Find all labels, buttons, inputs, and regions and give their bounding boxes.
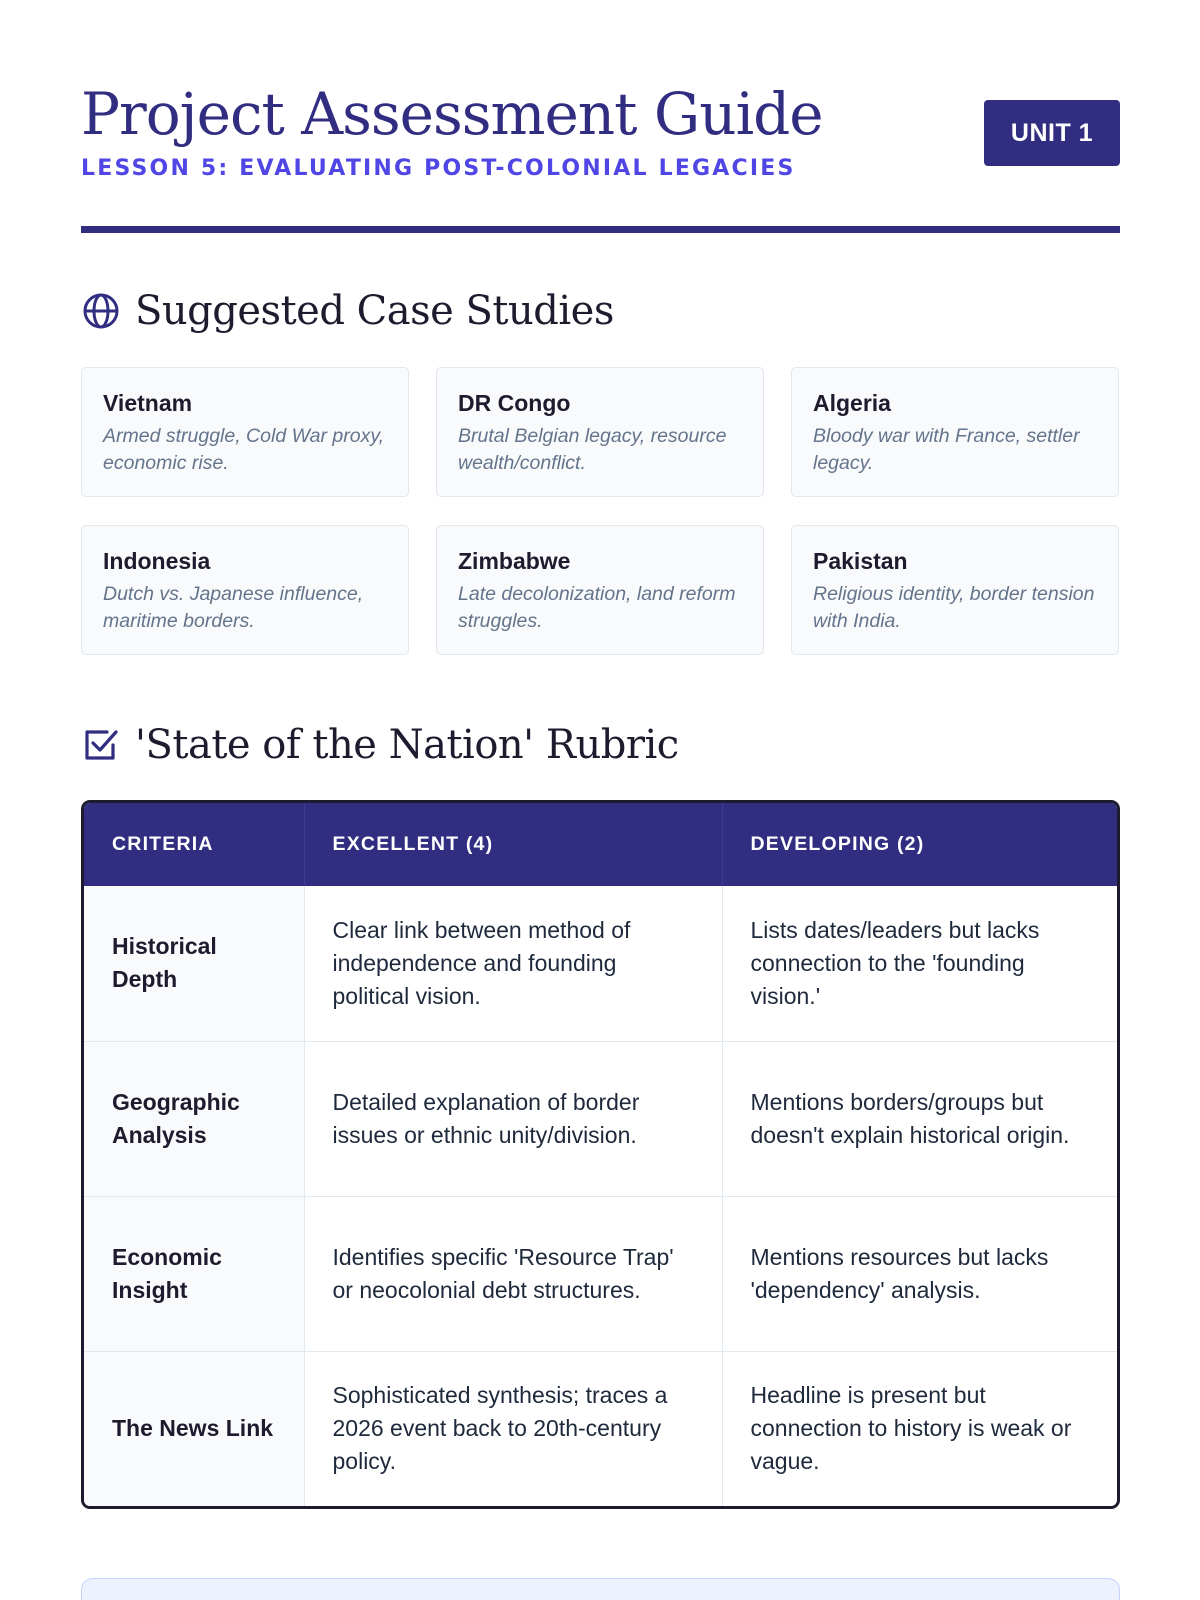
case-study-grid: [81, 367, 1120, 655]
case-study-card-dr-congo: [436, 367, 764, 497]
case-study-description: Bloody war with France, settler legacy.: [813, 425, 1080, 474]
bottom-callout-box: [81, 1578, 1120, 1600]
case-study-card-algeria: [791, 367, 1119, 497]
developing-cell: Lists dates/leaders but lacks connection to the 'founding vision.': [750, 916, 1040, 1009]
case-study-name: Pakistan: [813, 548, 908, 574]
case-study-card-vietnam: [81, 367, 409, 497]
criteria-cell: Economic Insight: [84, 1196, 304, 1351]
case-studies-title: Suggested Case Studies: [135, 288, 614, 334]
table-row: [84, 1351, 1117, 1506]
checkbox-icon: [81, 725, 121, 765]
case-study-name: Zimbabwe: [458, 548, 571, 574]
case-study-description: Religious identity, border tension with India.: [813, 583, 1095, 632]
table-row: [84, 1041, 1117, 1196]
excellent-cell: Detailed explanation of border issues or ethnic unity/division.: [304, 1041, 722, 1196]
case-study-description: Dutch vs. Japanese influence, maritime borders.: [103, 583, 364, 632]
case-studies-heading: [81, 288, 614, 334]
developing-cell: Mentions borders/groups but doesn't explain historical origin.: [722, 1041, 1117, 1196]
excellent-cell: Identifies specific 'Resource Trap' or neocolonial debt structures.: [304, 1196, 722, 1351]
assessment-guide-page: [81, 0, 1120, 1475]
rubric-title: 'State of the Nation' Rubric: [135, 722, 679, 768]
column-header-developing: DEVELOPING (2): [722, 803, 1117, 886]
header-divider: [81, 226, 1120, 233]
column-header-excellent: EXCELLENT (4): [304, 803, 722, 886]
case-study-card-indonesia: [81, 525, 409, 655]
globe-icon: [81, 291, 121, 331]
table-row: [84, 886, 1117, 1041]
rubric-table: [81, 800, 1120, 1509]
case-study-name: DR Congo: [458, 390, 571, 416]
case-study-name: Indonesia: [103, 548, 211, 574]
case-study-card-pakistan: [791, 525, 1119, 655]
case-study-description: Brutal Belgian legacy, resource wealth/conflict.: [458, 425, 727, 474]
rubric-header-row: [84, 803, 1117, 886]
case-study-card-zimbabwe: [436, 525, 764, 655]
criteria-cell: Geographic Analysis: [84, 1041, 304, 1196]
case-study-name: Algeria: [813, 390, 891, 416]
developing-cell: Mentions resources but lacks 'dependency' analysis.: [722, 1196, 1117, 1351]
lesson-subtitle: LESSON 5: EVALUATING POST-COLONIAL LEGACIES: [81, 156, 796, 181]
criteria-cell: Historical Depth: [84, 886, 304, 1041]
rubric-heading: [81, 722, 679, 768]
criteria-cell: The News Link: [84, 1351, 304, 1506]
case-study-description: Armed struggle, Cold War proxy, economic rise.: [103, 425, 385, 474]
developing-cell: Headline is present but connection to history is weak or vague.: [722, 1351, 1117, 1506]
page-title: Project Assessment Guide: [81, 80, 823, 148]
case-study-name: Vietnam: [103, 390, 193, 416]
excellent-cell: Clear link between method of independence and founding political vision.: [304, 886, 722, 1041]
excellent-cell: Sophisticated synthesis; traces a 2026 event back to 20th-century policy.: [304, 1351, 722, 1506]
case-study-description: Late decolonization, land reform struggles.: [458, 583, 736, 632]
page-header: [81, 0, 1120, 235]
table-row: [84, 1196, 1117, 1351]
unit-badge: UNIT 1: [984, 100, 1120, 166]
column-header-criteria: CRITERIA: [84, 803, 304, 886]
